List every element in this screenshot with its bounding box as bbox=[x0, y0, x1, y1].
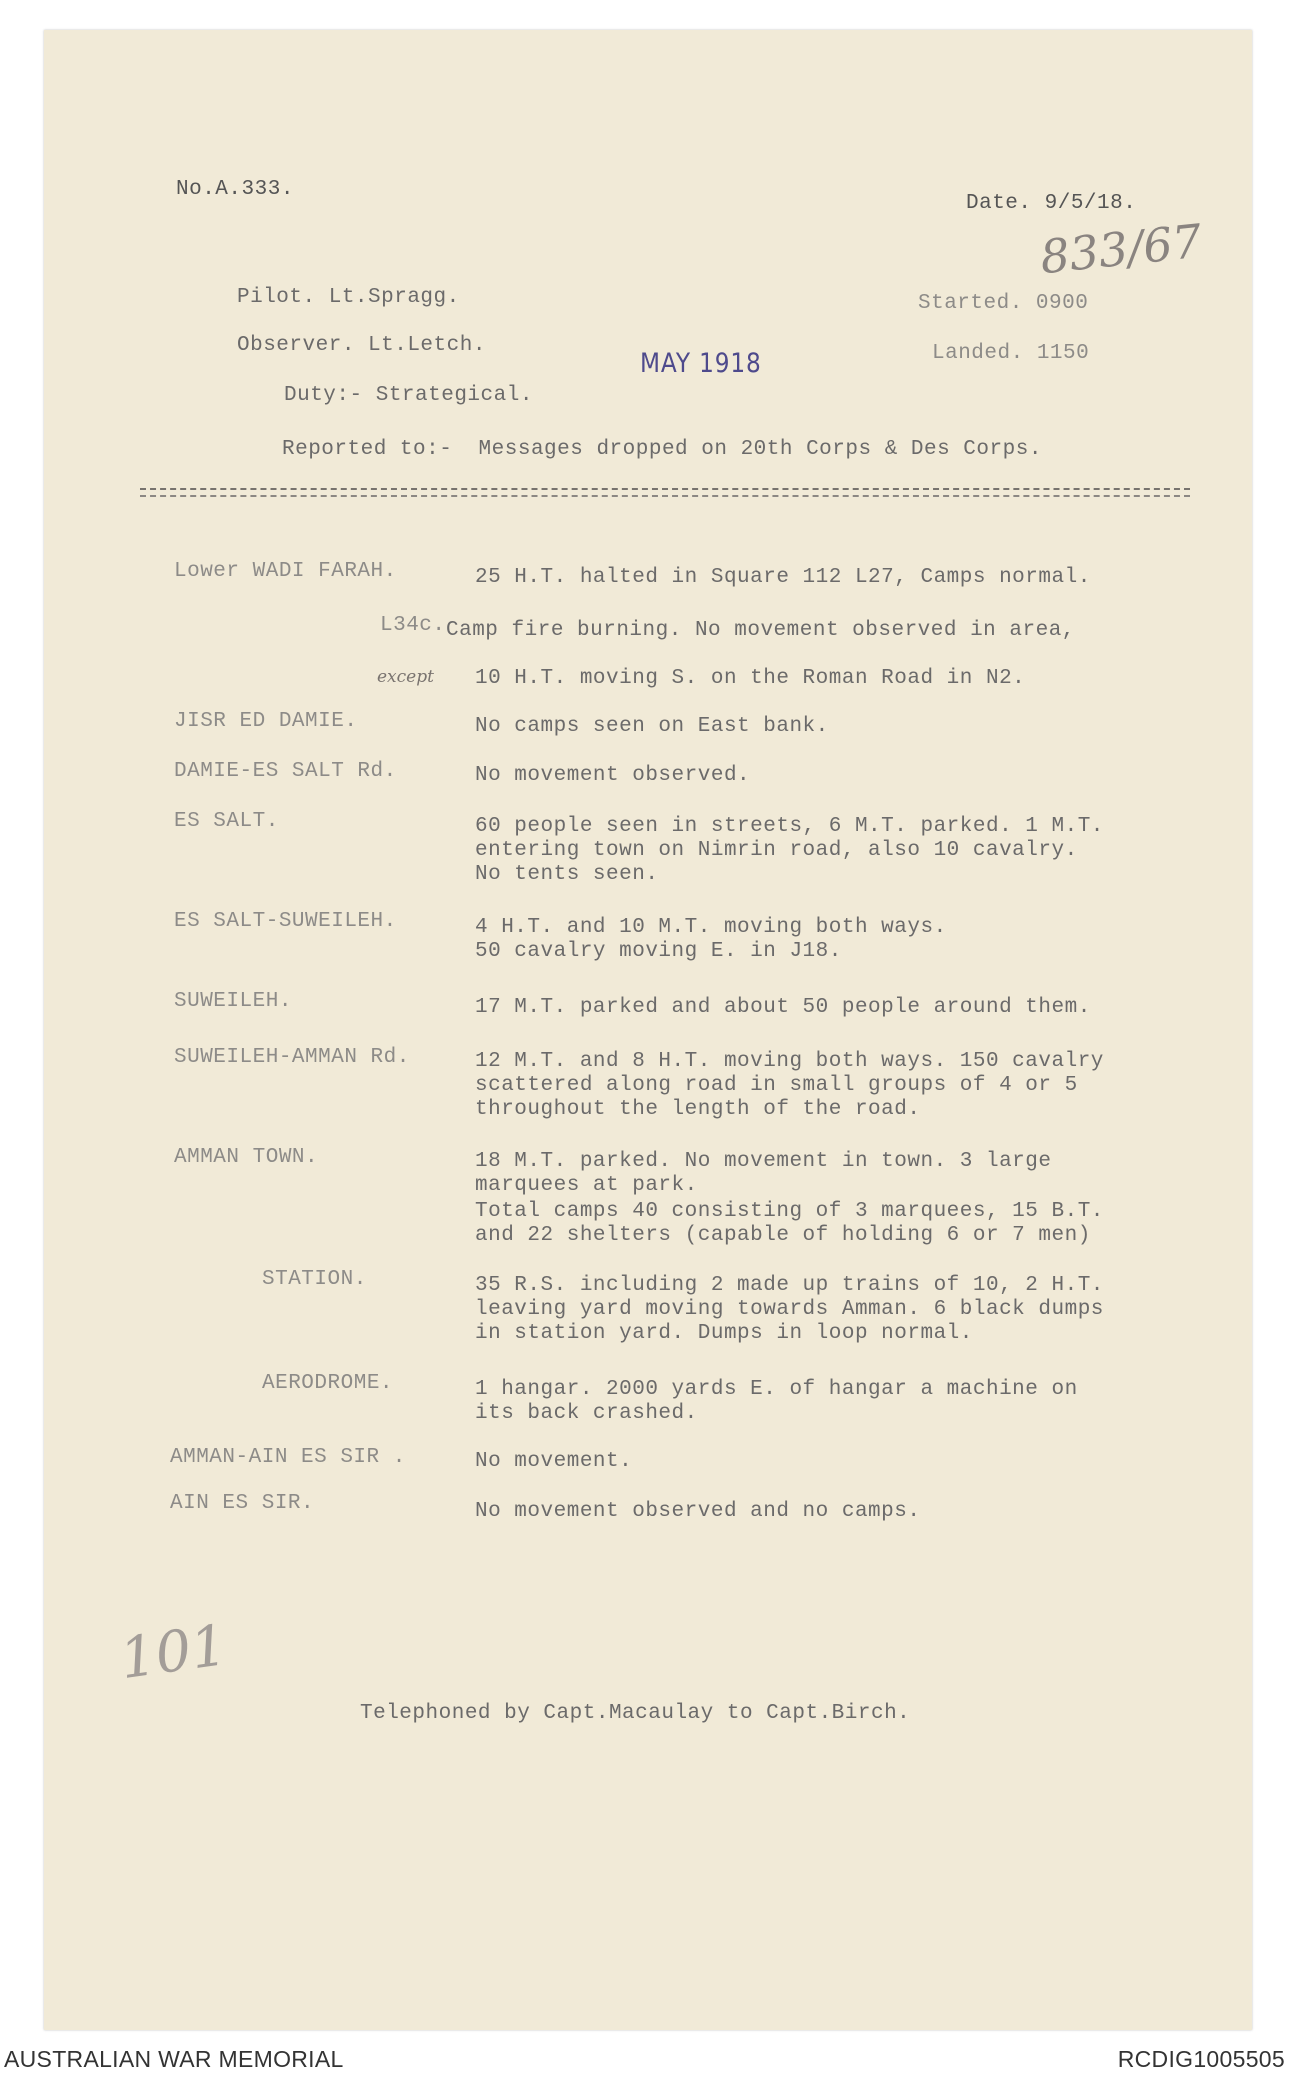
report-line: Camp fire burning. No movement observed in area, bbox=[446, 619, 1075, 642]
started-time: Started. 0900 bbox=[918, 292, 1089, 315]
location-label: ES SALT. bbox=[174, 810, 279, 833]
page-number-handwritten: 101 bbox=[115, 1612, 231, 1693]
report-line: 10 H.T. moving S. on the Roman Road in N2. bbox=[475, 667, 1026, 690]
report-line: 1 hangar. 2000 yards E. of hangar a machine on bbox=[475, 1378, 1078, 1401]
report-line: its back crashed. bbox=[475, 1402, 698, 1425]
report-line: No movement observed. bbox=[475, 764, 751, 787]
report-line: and 22 shelters (capable of holding 6 or 7 men) bbox=[475, 1224, 1091, 1247]
report-date: Date. 9/5/18. bbox=[966, 192, 1137, 215]
location-label: AMMAN TOWN. bbox=[174, 1146, 319, 1169]
observer-line: Observer. Lt.Letch. bbox=[237, 334, 486, 357]
report-line: marquees at park. bbox=[475, 1174, 698, 1197]
report-line: throughout the length of the road. bbox=[475, 1098, 921, 1121]
location-label: AIN ES SIR. bbox=[170, 1492, 315, 1515]
location-label: STATION. bbox=[262, 1268, 367, 1291]
telephoned-line: Telephoned by Capt.Macaulay to Capt.Birch. bbox=[360, 1702, 911, 1725]
footer-identifier: RCDIG1005505 bbox=[1117, 2046, 1285, 2072]
landed-time: Landed. 1150 bbox=[932, 342, 1090, 365]
file-reference-handwritten: 833/67 bbox=[1037, 213, 1205, 285]
report-line: No movement observed and no camps. bbox=[475, 1500, 921, 1523]
report-line: No movement. bbox=[475, 1450, 633, 1473]
report-line: Total camps 40 consisting of 3 marquees, 15 B.T. bbox=[475, 1200, 1104, 1223]
report-line: No tents seen. bbox=[475, 863, 659, 886]
location-label: DAMIE-ES SALT Rd. bbox=[174, 760, 397, 783]
footer-institution: AUSTRALIAN WAR MEMORIAL bbox=[4, 2046, 344, 2072]
square-sublabel: L34c. bbox=[380, 614, 446, 637]
header-divider bbox=[140, 488, 1190, 497]
report-line: scattered along road in small groups of 4 or 5 bbox=[475, 1074, 1078, 1097]
location-label: SUWEILEH. bbox=[174, 990, 292, 1013]
duty-line: Duty:- Strategical. bbox=[284, 384, 533, 407]
report-line: 50 cavalry moving E. in J18. bbox=[475, 940, 842, 963]
report-line: 35 R.S. including 2 made up trains of 10, 2 H.T. bbox=[475, 1274, 1104, 1297]
report-line: entering town on Nimrin road, also 10 cavalry. bbox=[475, 839, 1078, 862]
report-line: 25 H.T. halted in Square 112 L27, Camps normal. bbox=[475, 566, 1091, 589]
report-line: 60 people seen in streets, 6 M.T. parked. 1 M.T. bbox=[475, 815, 1104, 838]
location-label: Lower WADI FARAH. bbox=[174, 560, 397, 583]
location-label: ES SALT-SUWEILEH. bbox=[174, 910, 397, 933]
report-line: 17 M.T. parked and about 50 people around them. bbox=[475, 996, 1091, 1019]
location-label: AMMAN-AIN ES SIR . bbox=[170, 1446, 406, 1469]
reported-to-line: Reported to:- Messages dropped on 20th Corps & Des Corps. bbox=[282, 438, 1042, 461]
location-label: SUWEILEH-AMMAN Rd. bbox=[174, 1046, 410, 1069]
report-line: 18 M.T. parked. No movement in town. 3 large bbox=[475, 1150, 1052, 1173]
report-line: No camps seen on East bank. bbox=[475, 715, 829, 738]
margin-note-handwritten: except bbox=[377, 667, 434, 687]
report-line: in station yard. Dumps in loop normal. bbox=[475, 1322, 973, 1345]
report-line: 4 H.T. and 10 M.T. moving both ways. bbox=[475, 916, 947, 939]
location-label: AERODROME. bbox=[262, 1372, 394, 1395]
date-received-stamp: MAY 1918 bbox=[640, 348, 762, 379]
report-line: leaving yard moving towards Amman. 6 black dumps bbox=[475, 1298, 1104, 1321]
document-sheet bbox=[44, 30, 1252, 2030]
report-number: No.A.333. bbox=[176, 178, 294, 201]
location-label: JISR ED DAMIE. bbox=[174, 710, 358, 733]
report-line: 12 M.T. and 8 H.T. moving both ways. 150 cavalry bbox=[475, 1050, 1104, 1073]
pilot-line: Pilot. Lt.Spragg. bbox=[237, 286, 460, 309]
